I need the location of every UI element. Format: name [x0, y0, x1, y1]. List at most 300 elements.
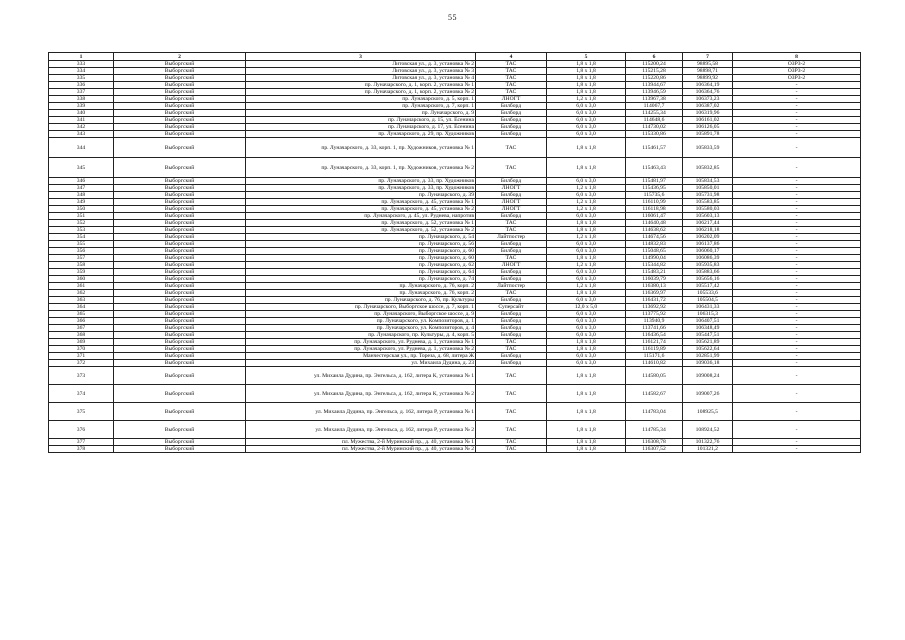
type-cell: ТАС [476, 385, 547, 403]
address-cell: Литовская ул., д. 3, установка № 4 [246, 75, 476, 82]
table-row [49, 213, 861, 220]
table-row [49, 283, 861, 290]
row-number-cell: 351 [49, 213, 114, 220]
row-number-cell: 350 [49, 206, 114, 213]
row-number-cell: 339 [49, 103, 114, 110]
type-cell: ЛНОГТ [476, 206, 547, 213]
table-row [49, 446, 861, 453]
zone-cell: - [733, 276, 861, 283]
table-row [49, 311, 861, 318]
district-cell: Выборгский [114, 325, 246, 332]
row-number-cell: 378 [49, 446, 114, 453]
zone-cell: - [733, 192, 861, 199]
y-coordinate-cell: 106217,44 [683, 220, 733, 227]
district-cell: Выборгский [114, 227, 246, 234]
address-cell: пр. Луначарского, д. 45, ул. Руднева, напротив [246, 213, 476, 220]
table-row [49, 367, 861, 385]
district-cell: Выборгский [114, 353, 246, 360]
x-coordinate-cell: 115215,28 [626, 68, 683, 75]
zone-cell: - [733, 158, 861, 178]
address-cell: пр. Луначарского, д. 60 [246, 248, 476, 255]
district-cell: Выборгский [114, 346, 246, 353]
row-number-cell: 347 [49, 185, 114, 192]
type-cell: ЛНОГТ [476, 185, 547, 192]
size-cell: 6,0 x 3,0 [547, 117, 626, 124]
size-cell: 1,8 x 1,8 [547, 82, 626, 89]
zone-cell: - [733, 110, 861, 117]
x-coordinate-cell: 116308,78 [626, 439, 683, 446]
x-coordinate-cell: 113946,59 [626, 89, 683, 96]
zone-cell: - [733, 227, 861, 234]
y-coordinate-cell: 105447,51 [683, 332, 733, 339]
district-cell: Выборгский [114, 360, 246, 367]
district-cell: Выборгский [114, 421, 246, 439]
y-coordinate-cell: 105935,83 [683, 262, 733, 269]
x-coordinate-cell: 116039,79 [626, 276, 683, 283]
y-coordinate-cell: 106364,19 [683, 82, 733, 89]
table-row [49, 360, 861, 367]
y-coordinate-cell: 106319,96 [683, 110, 733, 117]
zone-cell: - [733, 255, 861, 262]
size-cell: 1,2 x 1,8 [547, 234, 626, 241]
y-coordinate-cell: 106387,02 [683, 103, 733, 110]
table-row [49, 385, 861, 403]
address-cell: пр. Луначарского, ул. Композиторов, д. 4 [246, 325, 476, 332]
x-coordinate-cell: 116380,13 [626, 283, 683, 290]
x-coordinate-cell: 116431,72 [626, 297, 683, 304]
type-cell: Билборд [476, 117, 547, 124]
address-cell: пр. Луначарского, д. 76, корп. 2 [246, 283, 476, 290]
table-row [49, 269, 861, 276]
row-number-cell: 376 [49, 421, 114, 439]
row-number-cell: 363 [49, 297, 114, 304]
type-cell: ТАС [476, 421, 547, 439]
table-row [49, 276, 861, 283]
type-cell: Билборд [476, 178, 547, 185]
x-coordinate-cell: 114832,83 [626, 241, 683, 248]
table-row [49, 199, 861, 206]
type-cell: ТАС [476, 68, 547, 75]
size-cell: 1,8 x 1,8 [547, 68, 626, 75]
row-number-cell: 340 [49, 110, 114, 117]
address-cell: Манчестерская ул., пр. Тореза, д. 68, литера Ж [246, 353, 476, 360]
table-row [49, 96, 861, 103]
district-cell: Выборгский [114, 311, 246, 318]
size-cell: 6,0 x 3,0 [547, 110, 626, 117]
row-number-cell: 369 [49, 339, 114, 346]
size-cell: 1,8 x 1,8 [547, 439, 626, 446]
district-cell: Выборгский [114, 89, 246, 96]
y-coordinate-cell: 109036,18 [683, 360, 733, 367]
size-cell: 1,8 x 1,8 [547, 158, 626, 178]
x-coordinate-cell: 115436,95 [626, 185, 683, 192]
district-cell: Выборгский [114, 304, 246, 311]
district-cell: Выборгский [114, 241, 246, 248]
size-cell: 1,2 x 1,8 [547, 96, 626, 103]
address-cell: пр. Луначарского, ул. Руднева, д. 1, установка № 1 [246, 339, 476, 346]
y-coordinate-cell: 105517,42 [683, 283, 733, 290]
table-row [49, 124, 861, 131]
x-coordinate-cell: 114580,05 [626, 367, 683, 385]
type-cell: ТАС [476, 367, 547, 385]
type-cell: ТАС [476, 346, 547, 353]
y-coordinate-cell: 98899,92 [683, 75, 733, 82]
table-row [49, 290, 861, 297]
y-coordinate-cell: 106407,51 [683, 318, 733, 325]
x-coordinate-cell: 115481,97 [626, 178, 683, 185]
size-cell: 1,8 x 1,8 [547, 403, 626, 421]
zone-cell: - [733, 262, 861, 269]
x-coordinate-cell: 116119,89 [626, 346, 683, 353]
type-cell: ТАС [476, 138, 547, 158]
table-row [49, 262, 861, 269]
x-coordinate-cell: 116061,47 [626, 213, 683, 220]
type-cell: ТАС [476, 403, 547, 421]
size-cell: 6,0 x 3,0 [547, 332, 626, 339]
y-coordinate-cell: 106086,39 [683, 255, 733, 262]
x-coordinate-cell: 116369,97 [626, 290, 683, 297]
size-cell: 1,8 x 1,8 [547, 367, 626, 385]
size-cell: 6,0 x 3,0 [547, 248, 626, 255]
district-cell: Выборгский [114, 403, 246, 421]
address-cell: ул. Михаила Дудина, пр. Энгельса, д. 162, литера Р, установка № 2 [246, 421, 476, 439]
zone-cell: - [733, 360, 861, 367]
x-coordinate-cell: 114990,04 [626, 255, 683, 262]
district-cell: Выборгский [114, 234, 246, 241]
size-cell: 1,8 x 1,8 [547, 220, 626, 227]
district-cell: Выборгский [114, 110, 246, 117]
row-number-cell: 368 [49, 332, 114, 339]
size-cell: 1,8 x 1,8 [547, 346, 626, 353]
row-number-cell: 334 [49, 68, 114, 75]
row-number-cell: 335 [49, 75, 114, 82]
type-cell: Билборд [476, 325, 547, 332]
district-cell: Выборгский [114, 367, 246, 385]
district-cell: Выборгский [114, 185, 246, 192]
x-coordinate-cell: 114255,34 [626, 110, 683, 117]
zone-cell: - [733, 385, 861, 403]
x-coordinate-cell: 113692,92 [626, 304, 683, 311]
y-coordinate-cell: 106373,23 [683, 96, 733, 103]
district-cell: Выборгский [114, 117, 246, 124]
x-coordinate-cell: 114648,6 [626, 117, 683, 124]
x-coordinate-cell: 116436,54 [626, 332, 683, 339]
row-number-cell: 353 [49, 227, 114, 234]
x-coordinate-cell: 114067,7 [626, 103, 683, 110]
table-row [49, 131, 861, 138]
x-coordinate-cell: 115171,6 [626, 353, 683, 360]
y-coordinate-cell: 106218,18 [683, 227, 733, 234]
table-row [49, 68, 861, 75]
row-number-cell: 367 [49, 325, 114, 332]
address-cell: пр. Луначарского, д. 39 [246, 192, 476, 199]
address-cell: пр. Луначарского, ул. Композиторов, д. 1 [246, 318, 476, 325]
y-coordinate-cell: 106060,17 [683, 248, 733, 255]
column-header: 8 [733, 53, 861, 61]
size-cell: 6,0 x 3,0 [547, 124, 626, 131]
address-cell: пр. Луначарского, д. 45, установка № 2 [246, 206, 476, 213]
zone-cell: - [733, 185, 861, 192]
x-coordinate-cell: 114783,04 [626, 403, 683, 421]
y-coordinate-cell: 108924,52 [683, 421, 733, 439]
y-coordinate-cell: 109008,24 [683, 367, 733, 385]
address-cell: пр. Луначарского, д. 9 [246, 110, 476, 117]
zone-cell: - [733, 234, 861, 241]
table-row [49, 89, 861, 96]
address-cell: пр. Луначарского, Выборгское шоссе, д. 7, корп. 1 [246, 304, 476, 311]
row-number-cell: 344 [49, 138, 114, 158]
row-number-cell: 370 [49, 346, 114, 353]
district-cell: Выборгский [114, 290, 246, 297]
district-cell: Выборгский [114, 68, 246, 75]
zone-cell: - [733, 283, 861, 290]
row-number-cell: 346 [49, 178, 114, 185]
size-cell: 1,2 x 1,8 [547, 199, 626, 206]
zone-cell: - [733, 206, 861, 213]
column-header: 2 [114, 53, 246, 61]
address-cell: пр. Луначарского, д. 1, корп. 2, установка № 1 [246, 82, 476, 89]
y-coordinate-cell: 105580,03 [683, 206, 733, 213]
size-cell: 6,0 x 3,0 [547, 318, 626, 325]
y-coordinate-cell: 105621,89 [683, 339, 733, 346]
table-row [49, 304, 861, 311]
zone-cell: - [733, 241, 861, 248]
zone-cell: - [733, 353, 861, 360]
zone-cell: - [733, 367, 861, 385]
size-cell: 6,0 x 3,0 [547, 360, 626, 367]
type-cell: ТАС [476, 82, 547, 89]
zone-cell: - [733, 439, 861, 446]
x-coordinate-cell: 114640,48 [626, 220, 683, 227]
x-coordinate-cell: 113940,9 [626, 318, 683, 325]
district-cell: Выборгский [114, 262, 246, 269]
zone-cell: ОЗРЗ-2 [733, 68, 861, 75]
size-cell: 1,8 x 1,8 [547, 75, 626, 82]
type-cell: ТАС [476, 89, 547, 96]
address-cell: пр. Луначарского, д. 52, установка № 2 [246, 227, 476, 234]
district-cell: Выборгский [114, 439, 246, 446]
table-row [49, 110, 861, 117]
table-header-row [49, 53, 861, 61]
y-coordinate-cell: 108925,5 [683, 403, 733, 421]
row-number-cell: 360 [49, 276, 114, 283]
zone-cell: - [733, 213, 861, 220]
table-row [49, 255, 861, 262]
x-coordinate-cell: 115461,57 [626, 138, 683, 158]
district-cell: Выборгский [114, 248, 246, 255]
x-coordinate-cell: 114582,67 [626, 385, 683, 403]
zone-cell: - [733, 446, 861, 453]
y-coordinate-cell: 105731,98 [683, 192, 733, 199]
size-cell: 1,8 x 1,8 [547, 446, 626, 453]
district-cell: Выборгский [114, 339, 246, 346]
type-cell: ЛНОГТ [476, 262, 547, 269]
y-coordinate-cell: 106202,09 [683, 234, 733, 241]
row-number-cell: 362 [49, 290, 114, 297]
x-coordinate-cell: 115048,65 [626, 248, 683, 255]
type-cell: Суперсайт [476, 304, 547, 311]
zone-cell: - [733, 318, 861, 325]
type-cell: Билборд [476, 131, 547, 138]
district-cell: Выборгский [114, 385, 246, 403]
row-number-cell: 377 [49, 439, 114, 446]
x-coordinate-cell: 114785,34 [626, 421, 683, 439]
size-cell: 6,0 x 3,0 [547, 325, 626, 332]
zone-cell: - [733, 269, 861, 276]
address-cell: Литовская ул., д. 3, установка № 3 [246, 68, 476, 75]
y-coordinate-cell: 105622,64 [683, 346, 733, 353]
table-row [49, 206, 861, 213]
address-cell: пр. Луначарского, д. 76, пр. Культуры [246, 297, 476, 304]
address-cell: пр. Луначарского, д. 56 [246, 241, 476, 248]
table-row [49, 227, 861, 234]
y-coordinate-cell: 105891,78 [683, 131, 733, 138]
district-cell: Выборгский [114, 131, 246, 138]
size-cell: 6,0 x 3,0 [547, 269, 626, 276]
address-cell: пр. Луначарского, д. 17, ул. Есенина [246, 124, 476, 131]
row-number-cell: 341 [49, 117, 114, 124]
zone-cell: - [733, 96, 861, 103]
table-row [49, 421, 861, 439]
zone-cell: - [733, 304, 861, 311]
type-cell: ЛНОГТ [476, 96, 547, 103]
district-cell: Выборгский [114, 213, 246, 220]
district-cell: Выборгский [114, 192, 246, 199]
zone-cell: - [733, 346, 861, 353]
y-coordinate-cell: 106315,3 [683, 311, 733, 318]
type-cell: Билборд [476, 360, 547, 367]
type-cell: Билборд [476, 213, 547, 220]
address-cell: ул. Михаила Дудина, д. 23 [246, 360, 476, 367]
address-cell: пр. Луначарского, д. 15, ул. Есенина [246, 117, 476, 124]
x-coordinate-cell: 113967,38 [626, 96, 683, 103]
address-cell: пр. Луначарского, д. 1, корп. 2, установка № 2 [246, 89, 476, 96]
table-row [49, 185, 861, 192]
y-coordinate-cell: 106126,05 [683, 124, 733, 131]
district-cell: Выборгский [114, 220, 246, 227]
y-coordinate-cell: 109007,26 [683, 385, 733, 403]
y-coordinate-cell: 106364,76 [683, 89, 733, 96]
type-cell: ТАС [476, 439, 547, 446]
y-coordinate-cell: 98895,58 [683, 61, 733, 68]
district-cell: Выборгский [114, 82, 246, 89]
address-cell: пр. Луначарского, д. 45, установка № 1 [246, 199, 476, 206]
row-number-cell: 374 [49, 385, 114, 403]
address-cell: пл. Мужества, 2-й Муринский пр., д. 40, установка № 1 [246, 439, 476, 446]
row-number-cell: 361 [49, 283, 114, 290]
x-coordinate-cell: 116118,98 [626, 206, 683, 213]
type-cell: ТАС [476, 446, 547, 453]
type-cell: Билборд [476, 269, 547, 276]
zone-cell: - [733, 220, 861, 227]
address-cell: пл. Мужества, 2-й Муринский пр., д. 40, установка № 2 [246, 446, 476, 453]
x-coordinate-cell: 113741,66 [626, 325, 683, 332]
zone-cell: - [733, 124, 861, 131]
address-cell: пр. Луначарского, д. 33, корп. 1, пр. Художников, установка № 2 [246, 158, 476, 178]
column-header: 7 [683, 53, 733, 61]
size-cell: 1,2 x 1,8 [547, 206, 626, 213]
address-cell: пр. Луначарского, д. 33, корп. 1, пр. Художников, установка № 1 [246, 138, 476, 158]
y-coordinate-cell: 106348,49 [683, 325, 733, 332]
size-cell: 6,0 x 3,0 [547, 353, 626, 360]
district-cell: Выборгский [114, 103, 246, 110]
address-cell: пр. Луначарского, д. 54 [246, 234, 476, 241]
y-coordinate-cell: 105834,53 [683, 178, 733, 185]
district-cell: Выборгский [114, 276, 246, 283]
district-cell: Выборгский [114, 75, 246, 82]
size-cell: 6,0 x 3,0 [547, 192, 626, 199]
x-coordinate-cell: 115463,43 [626, 158, 683, 178]
address-cell: пр. Луначарского, д. 52, установка № 1 [246, 220, 476, 227]
type-cell: ТАС [476, 61, 547, 68]
type-cell: Билборд [476, 311, 547, 318]
district-cell: Выборгский [114, 206, 246, 213]
column-header: 4 [476, 53, 547, 61]
address-cell: ул. Михаила Дудина, пр. Энгельса, д. 162, литера К, установка № 1 [246, 367, 476, 385]
zone-cell: - [733, 131, 861, 138]
district-cell: Выборгский [114, 297, 246, 304]
table-row [49, 117, 861, 124]
address-cell: пр. Луначарского, д. 33, пр. Художников [246, 185, 476, 192]
district-cell: Выборгский [114, 332, 246, 339]
table-row [49, 339, 861, 346]
address-cell: пр. Луначарского, д. 76, корп. 2 [246, 290, 476, 297]
address-cell: ул. Михаила Дудина, пр. Энгельса, д. 162, литера Р, установка № 1 [246, 403, 476, 421]
size-cell: 6,0 x 3,0 [547, 297, 626, 304]
zone-cell: - [733, 403, 861, 421]
row-number-cell: 365 [49, 311, 114, 318]
y-coordinate-cell: 105533,6 [683, 290, 733, 297]
zone-cell: - [733, 297, 861, 304]
district-cell: Выборгский [114, 199, 246, 206]
size-cell: 1,8 x 1,8 [547, 138, 626, 158]
x-coordinate-cell: 113775,92 [626, 311, 683, 318]
table-row [49, 178, 861, 185]
size-cell: 6,0 x 3,0 [547, 178, 626, 185]
table-row [49, 103, 861, 110]
type-cell: ТАС [476, 227, 547, 234]
size-cell: 6,0 x 3,0 [547, 103, 626, 110]
type-cell: Билборд [476, 124, 547, 131]
table-row [49, 248, 861, 255]
row-number-cell: 354 [49, 234, 114, 241]
size-cell: 1,2 x 1,8 [547, 185, 626, 192]
y-coordinate-cell: 105850,01 [683, 185, 733, 192]
type-cell: Билборд [476, 318, 547, 325]
type-cell: Билборд [476, 353, 547, 360]
row-number-cell: 372 [49, 360, 114, 367]
y-coordinate-cell: 98898,71 [683, 68, 733, 75]
size-cell: 1,8 x 1,8 [547, 421, 626, 439]
row-number-cell: 371 [49, 353, 114, 360]
y-coordinate-cell: 105603,13 [683, 213, 733, 220]
zone-cell: - [733, 311, 861, 318]
row-number-cell: 356 [49, 248, 114, 255]
row-number-cell: 358 [49, 262, 114, 269]
y-coordinate-cell: 105504,5 [683, 297, 733, 304]
row-number-cell: 364 [49, 304, 114, 311]
table-row [49, 353, 861, 360]
address-cell: пр. Луначарского, д. 64 [246, 269, 476, 276]
x-coordinate-cell: 115344,82 [626, 262, 683, 269]
district-cell: Выборгский [114, 446, 246, 453]
table-row [49, 158, 861, 178]
y-coordinate-cell: 101321,2 [683, 446, 733, 453]
size-cell: 1,8 x 1,8 [547, 385, 626, 403]
district-cell: Выборгский [114, 269, 246, 276]
type-cell: ТАС [476, 339, 547, 346]
x-coordinate-cell: 114610,82 [626, 360, 683, 367]
